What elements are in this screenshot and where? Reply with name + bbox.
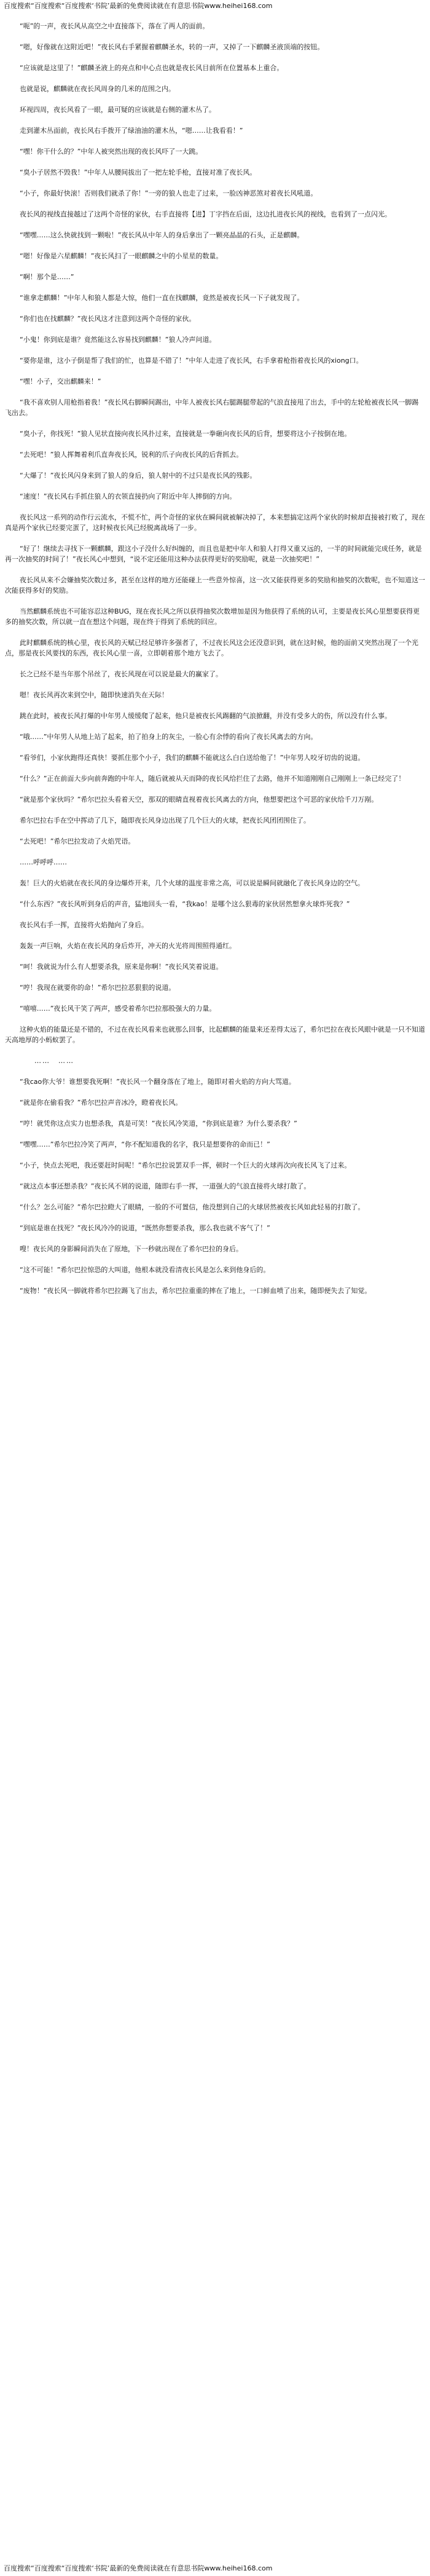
story-paragraph: “嗯，好像就在这附近吧！”夜长风右手紧握着麒麟圣水，转的一声，又掉了一下麒麟圣液顶端的按钮。 [20,43,324,51]
story-paragraph: 夜长风这一系列的动作行云流水，不慌不忙，两个奇怪的家伙在瞬间就被解决掉了，本来想搞定这两个家伙的时候却直接被打败了，现在真是两个家伙已经要完蛋了，这时候夜长风已经脱离战场了一步。 [5,513,425,532]
story-paragraph: 嗖！夜长风的身影瞬间消失在了原地，下一秒就出现在了希尔巴拉的身后。 [20,1245,243,1253]
story-paragraph: “什么？怎么可能？”希尔巴拉瞪大了眼睛，一脸的不可置信，他没想到自己的火球居然被夜长风如此轻易的打散了。 [20,1203,365,1211]
story-paragraph: 轰轰一声巨响，火焰在夜长风的身后炸开，冲天的火光将周围照得通红。 [20,942,236,950]
story-paragraph: “哦……”中年男人从地上站了起来，拍了拍身上的灰尘，一脸心有余悸的看向了夜长风离去的方向。 [20,733,318,741]
story-paragraph: 长之已经不是当年那个吊丝了，夜长风现在可以说是最大的赢家了。 [20,670,222,678]
story-paragraph: “呵！我就说为什么有人想要杀我，原来是你啊！”夜长风笑着说道。 [20,963,223,971]
story-paragraph: “就这点本事还想杀我？”夜长风不屑的说道，随即右手一挥，一道强大的气浪直接将火球打散了。 [20,1182,311,1190]
story-paragraph: “大爆了！”夜长风闪身来到了狼人的身后，狼人射中的不过只是夜长风的残影。 [20,472,257,480]
story-paragraph: 嗯！夜长风再次来到空中，随即快速消失在天际！ [20,691,168,699]
story-paragraph: “啊！那个是……” [20,273,74,281]
story-paragraph: “去死吧！”希尔巴拉发动了火焰咒语。 [20,837,135,845]
story-paragraph: “你们也在找麒麟？”夜长风这才注意到这两个奇怪的家伙。 [20,315,196,323]
story-paragraph: “嘿嘿……这么快就找到一颗啦！”夜长风从中年人的身后拿出了一颗亮晶晶的石头，正是麒麟。 [20,231,304,239]
story-paragraph: “我不喜欢别人用枪指着我！”夜长风右脚瞬间踢出，中年人被夜长风右腿踢腿带起的气浪直接甩了出去，手中的左轮枪被夜长风一脚踢飞出去。 [5,398,419,417]
story-paragraph: 走到灌木丛面前，夜长风右手拨开了绿油油的灌木丛，“嗯……让我看看！” [20,127,243,135]
story-paragraph: “小子，快点去死吧，我还要赶时间呢！”希尔巴拉说罢双手一挥，顿时一个巨大的火球再次向夜长风飞了过来。 [20,1161,351,1169]
story-paragraph: “去死吧！”狼人挥舞着利爪直奔夜长风，锐利的爪子向夜长风的后背抓去。 [20,451,243,459]
story-paragraph: ……呼呼呼…… [20,858,67,866]
story-paragraph: “臭小子居然不毁我！”中年人从腰间拔出了一把左轮手枪，直接对准了夜长风。 [20,168,257,176]
story-paragraph: “这不可能！”希尔巴拉惊恐的大叫道，他根本就没看清夜长风是怎么来到他身后的。 [20,1266,270,1274]
story-paragraph: “应该就是这里了！”麒麟圣液上的亮点和中心点也就是夜长风目前所在位置基本上重合。 [20,64,284,72]
story-paragraph: “呃”的一声，夜长风从高空之中直接落下，落在了两人的面前。 [20,22,209,30]
story-paragraph: 希尔巴拉右手在空中挥动了几下，随即夜长风身边出现了几个巨大的火球，把夜长风团团围住了。 [20,816,310,824]
story-paragraph: “嘿！你干什么的？”中年人被突然出现的夜长风吓了一大跳。 [20,148,203,156]
story-paragraph: “哼！我现在就要你的命！”希尔巴拉恶狠狠的说道。 [20,984,176,992]
story-paragraph: “就是那个家伙吗？”希尔巴拉头看着天空，那双的眼睛直视着夜长风离去的方向，他想要把这个可恶的家伙给千刀万剐。 [20,796,378,804]
story-paragraph: “臭小子，你找死！”狼人见状直接向夜长风扑过来，直接就是一拳砸向夜长风的后背，想要将这小子按倒在地。 [20,430,351,438]
story-paragraph: 此时麒麟系统的核心里，夜长风的天赋已经足够许多强者了，不过夜长风这会还没意识到，就在这时候，他的面前又突然出现了一个光点，那是夜长风要找的东西，夜长风心里一喜，立即朝着那个地方飞去了。 [5,639,418,657]
story-paragraph: 当然麒麟系统也不可能容忍这种BUG，现在夜长风之所以获得抽奖次数增加是因为他获得了系统的认可，主要是夜长风心里想要获得更多的抽奖次数，所以就一直在想这个问题，现在终于得到了系统的回应。 [5,607,420,626]
story-paragraph: 环视四周，夜长风看了一眼，最可疑的应该就是右侧的灌木丛了。 [20,106,216,114]
story-paragraph: 这种火焰的能量还是不错的，不过在夜长风看来也就那么回事，比起麒麟的能量来还差得太远了，希尔巴拉在夜长风眼中就是一只不知道天高地厚的小蚂蚁罢了。 [5,1025,425,1044]
story-paragraph: “小鬼！你到底是谁？竟然能这么容易找到麒麟！”狼人冷声问道。 [20,336,216,344]
story-paragraph: “我cao你大爷！谁想要我死啊！”夜长风一个翻身落在了地上，随即对着火焰的方向大骂道。 [20,1078,295,1086]
story-paragraph: “好了！继续去寻找下一颗麒麟，跟这小子没什么好纠缠的，而且也是把中年人和狼人打得又重又远的，一半的时间就能完成任务，就是再一次抽奖的时间了！”夜长风心中想到，“说不定还能用这种办法获得更好的奖励呢，就是一次抽奖吧！” [5,545,422,563]
story-paragraph: “到底是谁在找死？”夜长风冷冷的说道，“既然你想要杀我，那么我也就不客气了！” [20,1224,270,1232]
story-paragraph: 夜长风从来不会嫌抽奖次数过多，甚至在这样的地方还能碰上一些意外惊喜，这一次又能获得更多的奖励和抽奖的次数呢，也不知道这一次能获得多好的奖励。 [5,576,425,595]
story-paragraph: “速度！”夜长风右手抓住狼人的衣领直接扔向了附近中年人摔倒的方向。 [20,492,237,500]
story-paragraph: “谁拿走麒麟！”中年人和狼人都是大惊，他们一直在找麒麟，竟然是被夜长风一下子就发现了。 [20,294,304,302]
story-paragraph: “废物！”夜长风一脚就将希尔巴拉踢飞了出去，希尔巴拉重重的摔在了地上，一口鲜血喷了出来，随即便失去了知觉。 [20,1287,372,1295]
story-paragraph: “看爷们，小家伙跑得还真快！要抓住那个小子，我们的麒麟不能就这么白白送给他了！”中年男人咬牙切齿的说道。 [20,754,365,762]
story-paragraph: “什么东西？”夜长风听到身后的声音，猛地回头一看，“我kao！是哪个这么狠毒的家伙居然想拿火球炸死我？” [20,900,350,908]
story-paragraph: “嗯！好像是六星麒麟！”夜长风扫了一眼麒麟之中的小星星的数量。 [20,252,223,260]
story-paragraph: 轰！巨大的火焰就在夜长风的身边爆炸开来，几个火球的温度非常之高，可以说是瞬间就融化了夜长风身边的空气。 [20,879,364,887]
story-paragraph: 跳在此时，被夜长风打爆的中年男人缓缓爬了起来，他只是被夜长风踢翻的气浪掀翻，并没有受多大的伤，所以没有什么事。 [20,712,391,720]
page-header-watermark: 百度搜索“百度搜索“百度搜索‘书院’最新的免费阅读就在有意思书院www.heihei168.com [4,2,273,10]
story-paragraph: “要你是谁，这小子倒是帮了我们的忙，也算是不错了！”中年人走进了夜长风，右手拿着枪指着夜长风的xiong口。 [20,357,363,365]
story-paragraph: “就是你在偷看我？”希尔巴拉声音冰冷，瞪着夜长风。 [20,1099,182,1107]
story-paragraph: 夜长风的视线直接越过了这两个奇怪的家伙，右手直接将【进】丁字挡在后面，这边扎进夜长风的视线，也看到了一点闪光。 [20,210,391,218]
story-paragraph: 夜长风右手一挥，直接将火焰抛向了身后。 [20,921,148,929]
story-paragraph: “小子，你最好快滚！否则我们就杀了你！”一旁的狼人也走了过来，一脸凶神恶煞对着夜长风吼道。 [20,189,318,197]
story-paragraph: “嘿！小子，交出麒麟来！” [20,377,101,385]
story-paragraph: “嘻嘻……”夜长风干笑了两声，感受着希尔巴拉那股强大的力量。 [20,1005,216,1013]
story-paragraph: “哼！就凭你这点实力也想杀我，真是可笑！”夜长风冷笑道，“你到底是谁？为什么要杀我？” [20,1120,297,1128]
page-footer-watermark: 百度搜索“百度搜索“百度搜索‘书院’最新的免费阅读就在有意思书院www.heihei168.com [4,2564,273,2572]
story-paragraph: “嘿嘿……”希尔巴拉冷笑了两声，“你不配知道我的名字，我只是想要你的命而已！” [20,1140,270,1148]
story-paragraph: “什么？”正在前面大步向前奔跑的中年人，随后就被从天而降的夜长风给拦住了去路，他并不知道刚刚自己刚刚上一条已经完了！ [20,775,405,783]
story-paragraph: 也就是说，麒麟就在夜长风周身的几米的范围之内。 [20,85,175,93]
chapter-content [5,21,425,2560]
story-paragraph: …… …… [34,1057,74,1065]
